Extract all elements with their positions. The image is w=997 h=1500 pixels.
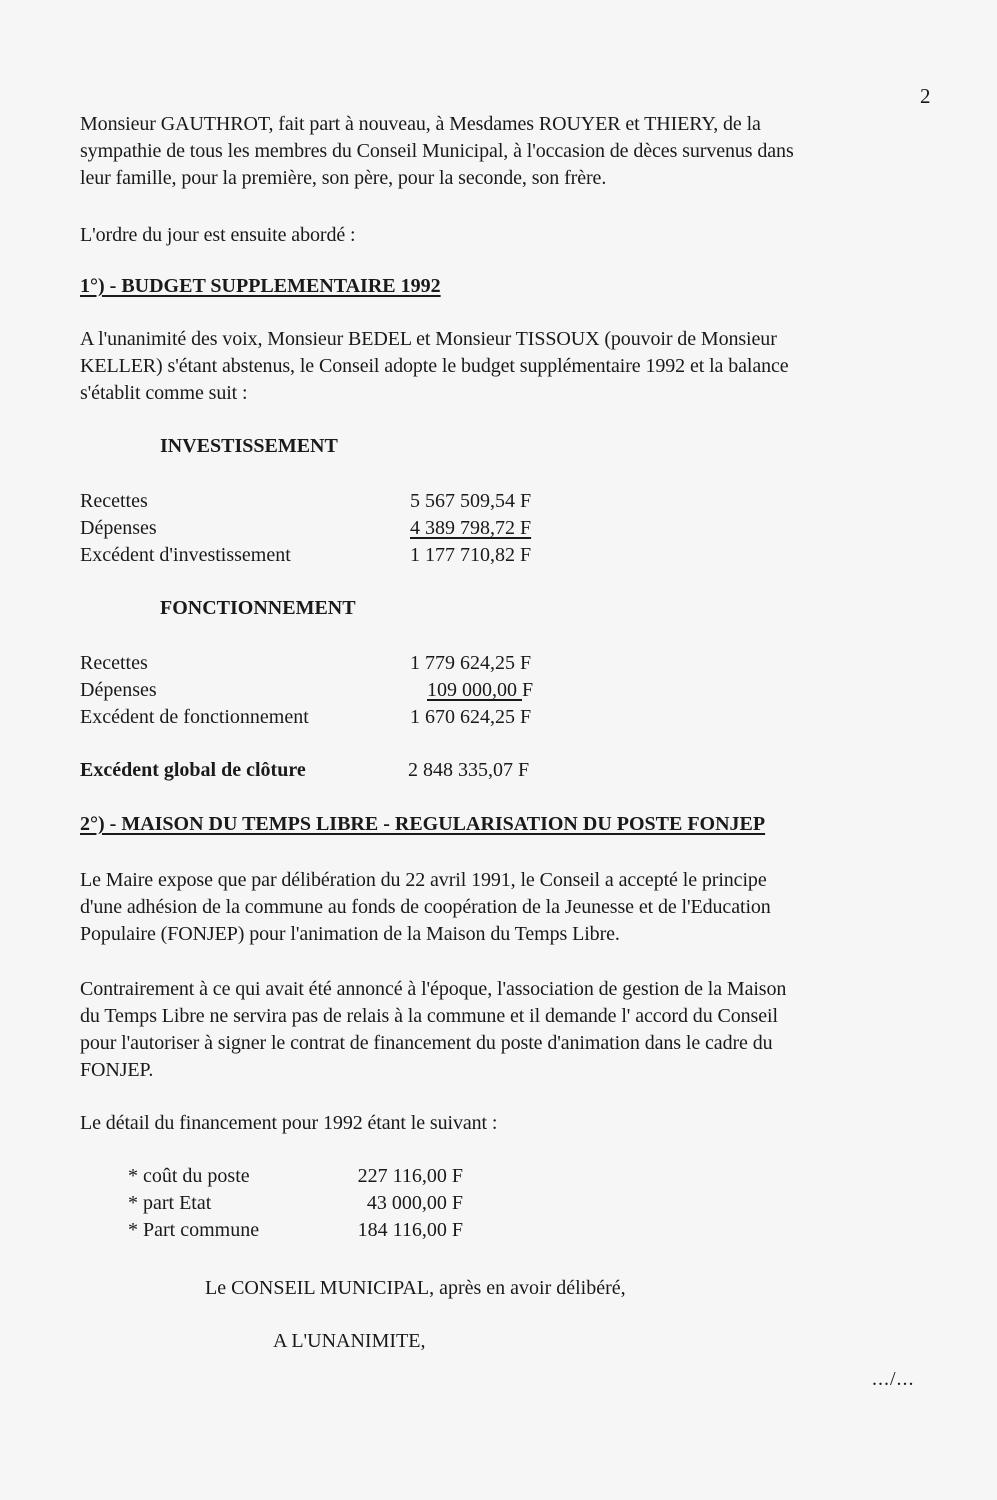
- row-label: Recettes: [80, 652, 148, 674]
- section2-heading: 2°) - MAISON DU TEMPS LIBRE - REGULARISATION DU POSTE FONJEP: [80, 813, 766, 835]
- financing-label: * Part commune: [128, 1219, 260, 1241]
- section2-p1-line: Le Maire expose que par délibération du 22 avril 1991, le Conseil a accepté le principe: [80, 869, 767, 891]
- intro-line: sympathie de tous les membres du Conseil Municipal, à l'occasion de dèces survenus dans: [80, 140, 794, 162]
- row-value: 5 567 509,54 F: [410, 490, 532, 512]
- global-label: Excédent global de clôture: [80, 759, 306, 781]
- section2-p2-line: du Temps Libre ne servira pas de relais à la commune et il demande l' accord du Conseil: [80, 1005, 778, 1027]
- row-label: Excédent de fonctionnement: [80, 706, 309, 728]
- financing-intro: [80, 1110, 930, 1137]
- section2-paragraph1: [80, 867, 930, 948]
- row-label: Recettes: [80, 490, 148, 512]
- financing-value: 227 116,00 F: [357, 1165, 463, 1187]
- financing-label: * part Etat: [128, 1192, 212, 1214]
- investissement-title: INVESTISSEMENT: [160, 435, 338, 457]
- row-value-amount: 109 000,00: [427, 679, 522, 701]
- section1-line: A l'unanimité des voix, Monsieur BEDEL et Monsieur TISSOUX (pouvoir de Monsieur: [80, 328, 777, 350]
- row-label: Dépenses: [80, 679, 157, 701]
- section2-p1-line: Populaire (FONJEP) pour l'animation de la Maison du Temps Libre.: [80, 923, 620, 945]
- intro-line: leur famille, pour la première, son père, pour la seconde, son frère.: [80, 167, 607, 189]
- fonctionnement-title: FONCTIONNEMENT: [160, 597, 356, 619]
- row-value: 1 670 624,25 F: [410, 706, 532, 728]
- agenda-intro-text: L'ordre du jour est ensuite abordé :: [80, 224, 356, 246]
- row-label: Excédent d'investissement: [80, 544, 291, 566]
- section2-p2-line: pour l'autoriser à signer le contrat de financement du poste d'animation dans le cadre du: [80, 1032, 773, 1054]
- row-value: 1 779 624,25 F: [410, 652, 532, 674]
- global-value: 2 848 335,07 F: [408, 759, 530, 781]
- agenda-intro: [80, 222, 930, 249]
- financing-value: 184 116,00 F: [357, 1219, 463, 1241]
- section2-paragraph2: [80, 976, 930, 1084]
- council-deliberation: Le CONSEIL MUNICIPAL, après en avoir délibéré,: [205, 1277, 626, 1299]
- row-value: 4 389 798,72 F: [410, 517, 532, 539]
- financing-value: 43 000,00 F: [366, 1192, 463, 1214]
- intro-line: Monsieur GAUTHROT, fait part à nouveau, à Mesdames ROUYER et THIERY, de la: [80, 113, 761, 135]
- page-number: 2: [920, 84, 931, 108]
- section1-paragraph: [80, 326, 930, 407]
- section1-heading: 1°) - BUDGET SUPPLEMENTAIRE 1992: [80, 275, 441, 297]
- row-value: [427, 677, 533, 704]
- continuation-mark: .../...: [872, 1368, 915, 1390]
- section2-p2-line: Contrairement à ce qui avait été annoncé à l'époque, l'association de gestion de la Maison: [80, 978, 787, 1000]
- financing-intro-text: Le détail du financement pour 1992 étant le suivant :: [80, 1112, 498, 1134]
- financing-label: * coût du poste: [128, 1165, 250, 1187]
- intro-paragraph: [80, 111, 930, 192]
- section1-line: s'établit comme suit :: [80, 382, 248, 404]
- section2-p2-line: FONJEP.: [80, 1059, 154, 1081]
- row-value: 1 177 710,82 F: [410, 544, 532, 566]
- row-value-suffix: F: [522, 679, 534, 701]
- decision-unanimity: A L'UNANIMITE,: [273, 1330, 426, 1352]
- section1-line: KELLER) s'étant abstenus, le Conseil adopte le budget supplémentaire 1992 et la balance: [80, 355, 789, 377]
- row-label: Dépenses: [80, 517, 157, 539]
- section2-p1-line: d'une adhésion de la commune au fonds de coopération de la Jeunesse et de l'Education: [80, 896, 771, 918]
